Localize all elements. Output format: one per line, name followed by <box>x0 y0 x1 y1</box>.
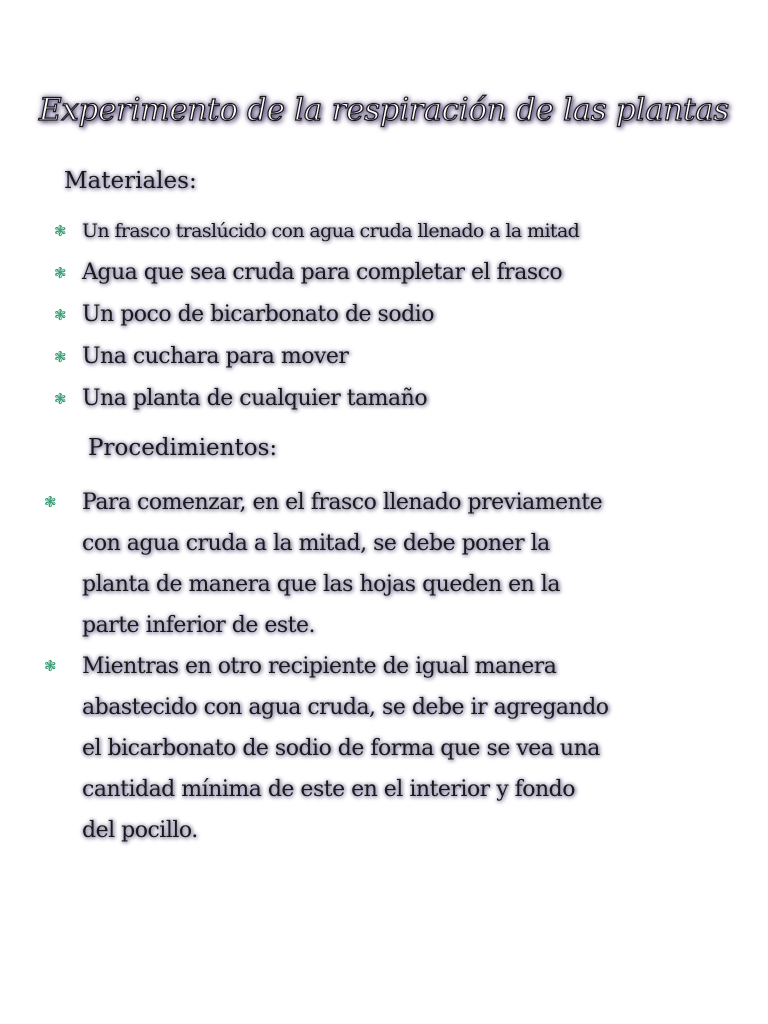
asterisk-icon: ❃ <box>54 348 67 366</box>
materials-list <box>54 214 754 424</box>
list-item-text: Un poco de bicarbonato de sodio <box>82 302 434 327</box>
list-item <box>44 482 722 646</box>
procedures-heading: Procedimientos: <box>88 435 278 461</box>
paragraph-line: del pocillo. <box>82 818 198 843</box>
list-item <box>54 382 754 424</box>
list-item <box>54 298 754 340</box>
paragraph-line: planta de manera que las hojas queden en la <box>82 572 560 597</box>
document-title: Experimento de la respiración de las plantas <box>39 92 729 128</box>
paragraph-line: Mientras en otro recipiente de igual manera <box>82 654 557 679</box>
paragraph-line: cantidad mínima de este en el interior y fondo <box>82 777 576 802</box>
materials-heading: Materiales: <box>64 168 197 194</box>
list-item <box>54 214 754 256</box>
asterisk-icon: ❃ <box>54 264 67 282</box>
list-item <box>44 646 722 851</box>
paragraph-line: abastecido con agua cruda, se debe ir agregando <box>82 695 609 720</box>
paragraph-line: parte inferior de este. <box>82 613 316 638</box>
asterisk-icon: ❃ <box>44 493 57 511</box>
list-item-text: Una planta de cualquier tamaño <box>82 386 428 411</box>
list-item-text: Agua que sea cruda para completar el frasco <box>82 260 563 285</box>
asterisk-icon: ❃ <box>54 306 67 324</box>
paragraph-line: el bicarbonato de sodio de forma que se vea una <box>82 736 600 761</box>
list-item-text: Un frasco traslúcido con agua cruda llenado a la mitad <box>82 220 580 242</box>
paragraph-line: con agua cruda a la mitad, se debe poner la <box>82 531 550 556</box>
paragraph-line: Para comenzar, en el frasco llenado previamente <box>82 490 603 515</box>
list-item <box>54 340 754 382</box>
asterisk-icon: ❃ <box>44 657 57 675</box>
list-item-text: Una cuchara para mover <box>82 344 349 369</box>
list-item <box>54 256 754 298</box>
asterisk-icon: ❃ <box>54 390 67 408</box>
procedures-list <box>44 482 744 851</box>
asterisk-icon: ❃ <box>54 222 66 240</box>
